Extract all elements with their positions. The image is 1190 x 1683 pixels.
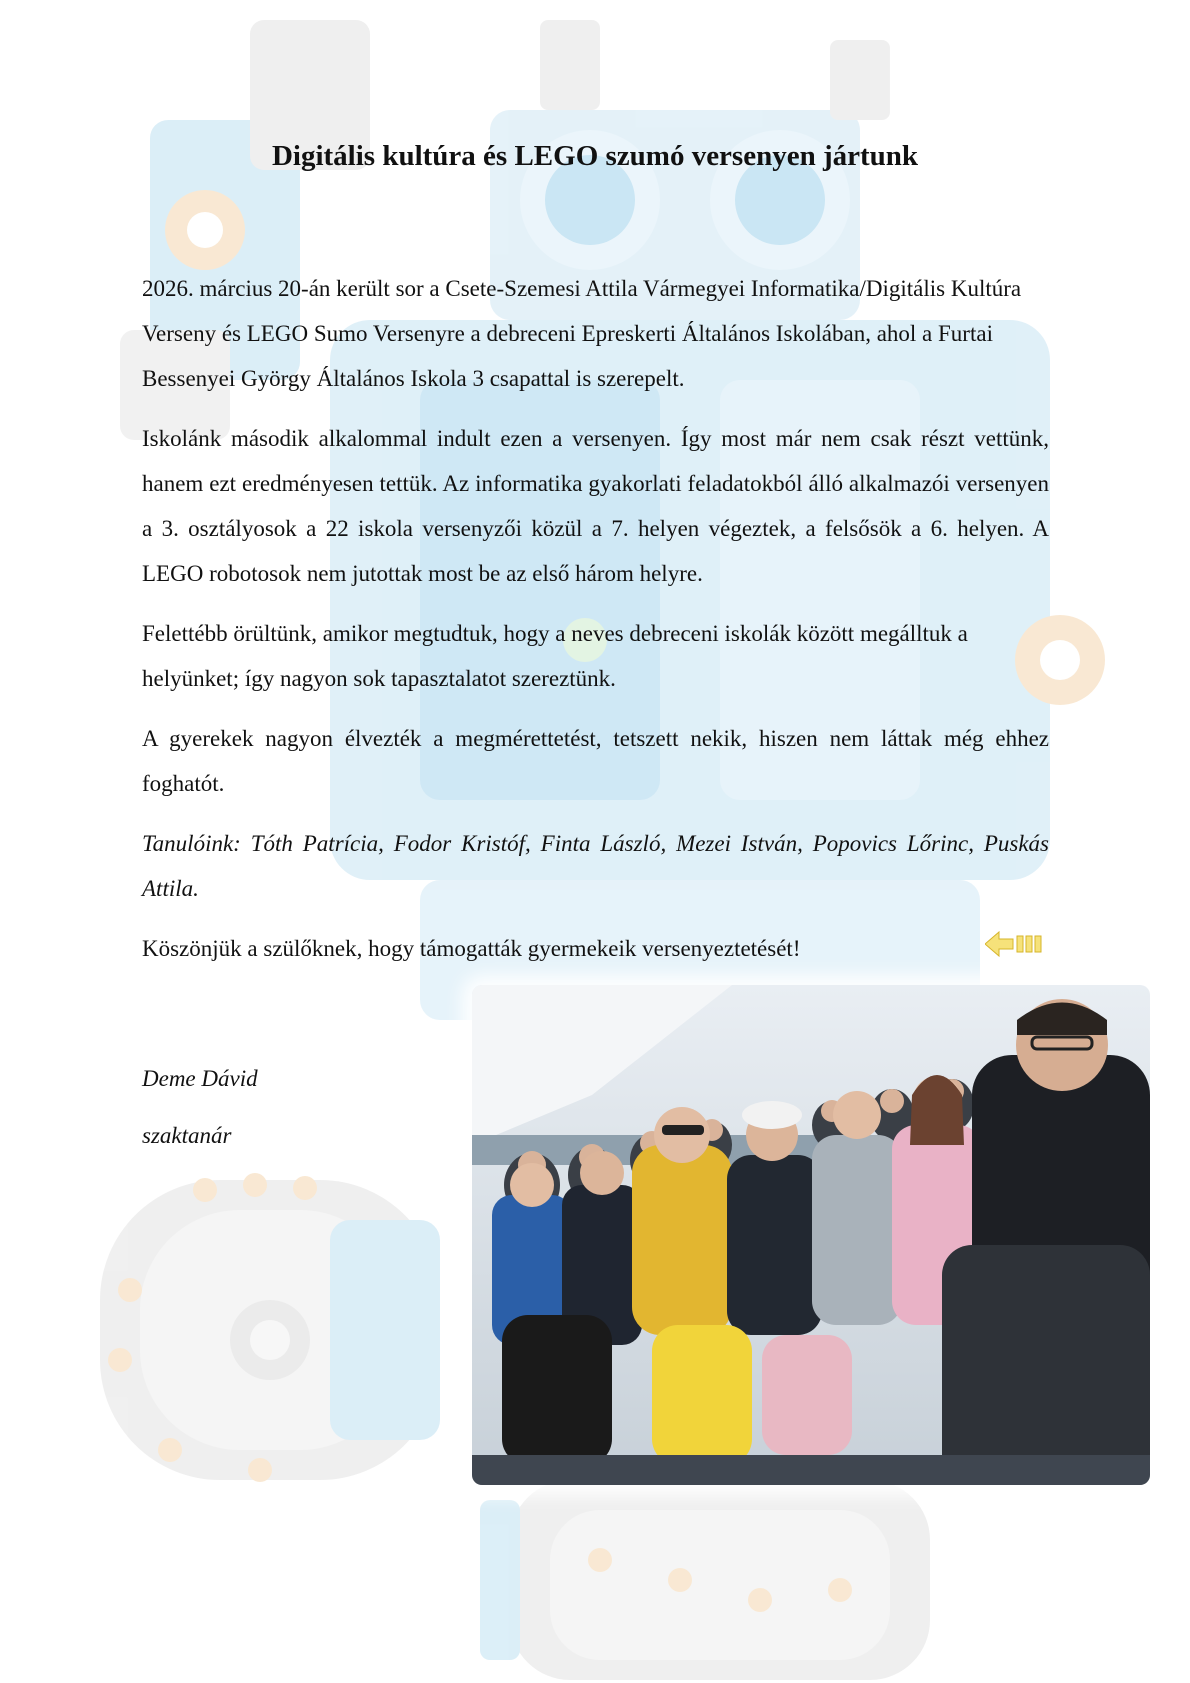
students-in-audience-photo [472, 985, 1150, 1485]
article-body [142, 266, 1049, 986]
thanks-line: Köszönjük a szülőknek, hogy támogatták gyermekeik versenyeztetését! [142, 936, 801, 961]
signature-role: szaktanár [142, 1123, 232, 1148]
students-list: Tanulóink: Tóth Patrícia, Fodor Kristóf, Finta László, Mezei István, Popovics Lőrinc, Puskás Attila. [142, 831, 1049, 901]
signature-block [142, 1050, 258, 1164]
paragraph-results: Iskolánk második alkalommal indult ezen a versenyen. Így most már nem csak részt vettünk, hanem ezt eredményesen tettük. Az informatika gyakorlati feladatokból álló alkalmazói versenyen a 3. osztályosok a 22 iskola versenyzői közül a 7. helyen végeztek, a felsősök a 6. helyen. A LEGO robotosok nem jutottak most be az első három helyre. [142, 426, 1049, 586]
signature-name: Deme Dávid [142, 1066, 258, 1091]
paragraph-joy: Felettébb örültünk, amikor megtudtuk, hogy a neves debreceni iskolák között megálltuk a helyünket; így nagyon sok tapasztalatot szereztünk. [142, 621, 968, 691]
page-title: Digitális kultúra és LEGO szumó versenyen jártunk [271, 140, 919, 172]
paragraph-children: A gyerekek nagyon élvezték a megmérettetést, tetszett nekik, hiszen nem láttak még ehhez foghatót. [142, 726, 1049, 796]
paragraph-intro: 2026. március 20-án került sor a Csete-Szemesi Attila Vármegyei Informatika/Digitális Kultúra Verseny és LEGO Sumo Versenyre a debreceni Epreskerti Általános Iskolában, ahol a Furtai Bessenyei György Általános Iskola 3 csapattal is szerepelt. [142, 276, 1022, 391]
